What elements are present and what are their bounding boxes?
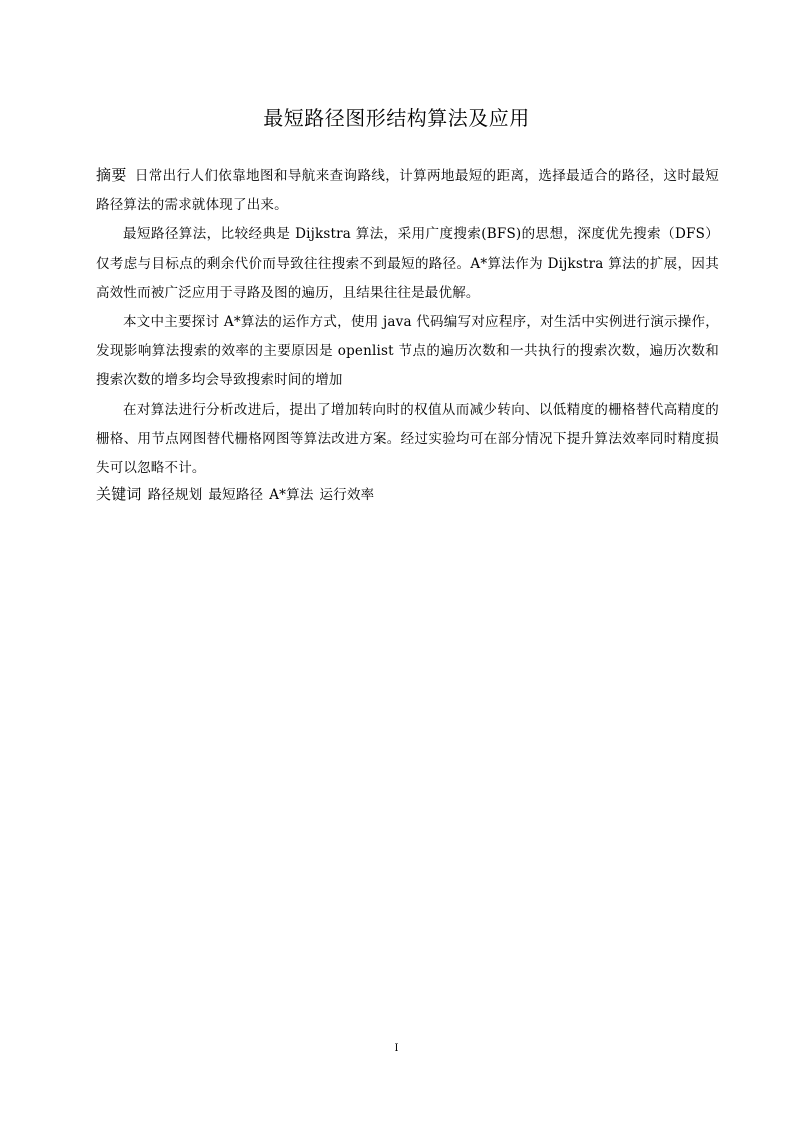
abstract-section [96, 161, 719, 506]
abstract-intro-text: 日常出行人们依靠地图和导航来查询路线，计算两地最短的距离，选择最适合的路径，这时最短路径算法的需求就体现了出来。 [96, 168, 719, 214]
keywords-line [96, 483, 719, 506]
keywords-label: 关键词 [96, 485, 142, 504]
keyword-item: 路径规划 [147, 487, 203, 504]
page-number: I [394, 1043, 399, 1054]
abstract-paragraph: 本文中主要探讨 A*算法的运作方式，使用 java 代码编写对应程序，对生活中实例进行演示操作，发现影响算法搜索的效率的主要原因是 openlist 节点的遍历次数和一共执行的搜索次数，遍历次数和搜索次数的增多均会导致搜索时间的增加 [96, 314, 719, 389]
keyword-item: A*算法 [269, 487, 314, 504]
keyword-item: 最短路径 [208, 487, 264, 504]
abstract-paragraph: 最短路径算法，比较经典是 Dijkstra 算法，采用广度搜索(BFS)的思想，深度优先搜索（DFS）仅考虑与目标点的剩余代价而导致往往搜索不到最短的路径。A*算法作为 Dijkstra 算法的扩展，因其高效性而被广泛应用于寻路及图的遍历，且结果往往是最优解。 [96, 226, 719, 301]
abstract-intro-paragraph [96, 161, 719, 220]
abstract-label: 摘要 [96, 166, 127, 184]
keyword-item: 运行效率 [319, 487, 375, 504]
document-title: 最短路径图形结构算法及应用 [263, 106, 530, 130]
abstract-paragraph: 在对算法进行分析改进后，提出了增加转向时的权值从而减少转向、以低精度的栅格替代高精度的栅格、用节点网图替代栅格网图等算法改进方案。经过实验均可在部分情况下提升算法效率同时精度损失可以忽略不计。 [96, 401, 719, 477]
